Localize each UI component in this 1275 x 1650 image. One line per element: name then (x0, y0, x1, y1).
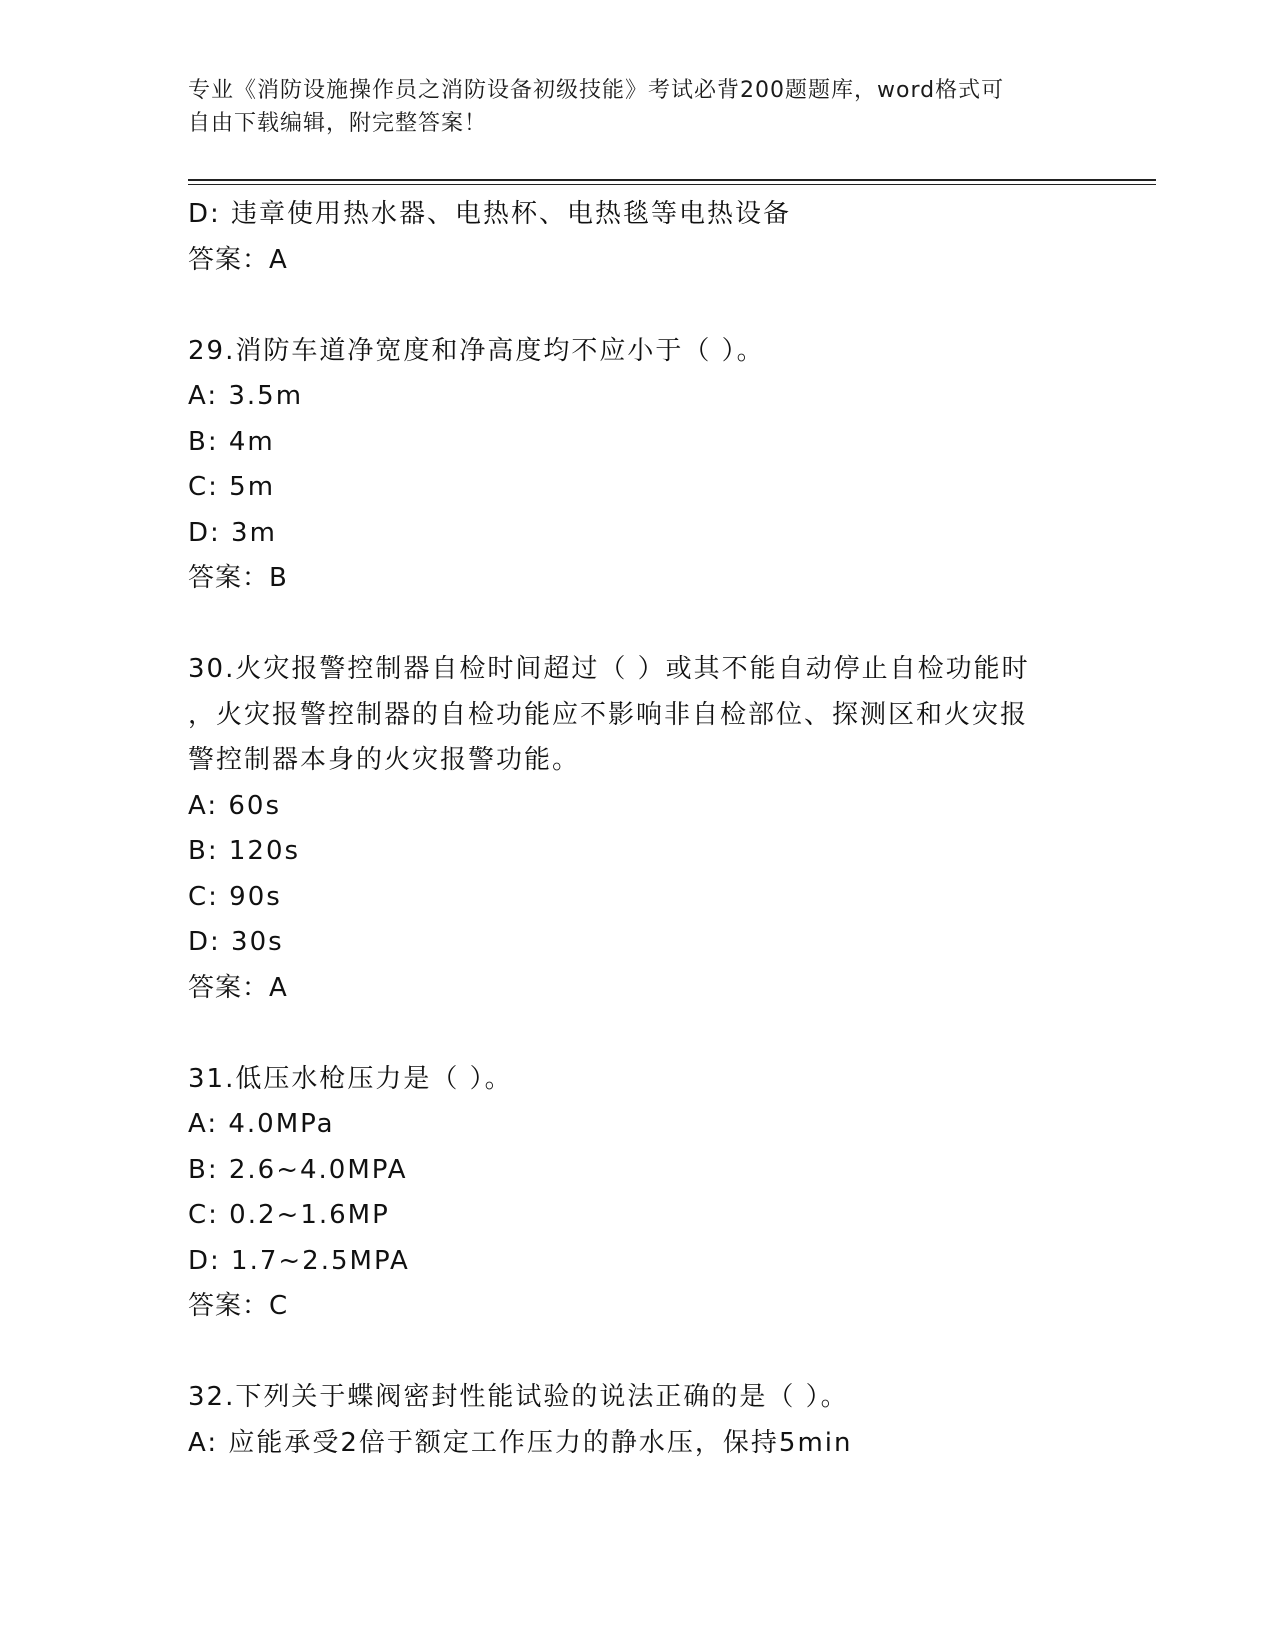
option-c: C: 5m (188, 472, 276, 502)
option-b: B: 120s (188, 836, 301, 866)
spacer (188, 283, 1088, 329)
option-d: D: 违章使用热水器、电热杯、电热毯等电热设备 (188, 199, 792, 229)
option-a: A: 60s (188, 790, 281, 821)
header-divider-thin (188, 184, 1156, 185)
option-c: C: 90s (188, 881, 282, 912)
spacer (188, 1330, 1088, 1376)
answer-label: 答案：B (188, 563, 288, 593)
answer-label: 答案：A (188, 972, 288, 1003)
question-stem-line-1: 30.火灾报警控制器自检时间超过（ ）或其不能自动停止自检功能时 (188, 654, 1030, 684)
question-28-tail (188, 192, 1088, 283)
question-29 (188, 329, 1088, 602)
header-title-line-2: 自由下载编辑，附完整答案！ (188, 111, 488, 136)
answer-label: 答案：C (188, 1291, 289, 1321)
spacer (188, 1011, 1088, 1057)
option-b: B: 2.6~4.0MPA (188, 1154, 408, 1185)
document-header (188, 74, 1068, 140)
option-c: C: 0.2~1.6MP (188, 1200, 390, 1230)
question-stem-line-3: 警控制器本身的火灾报警功能。 (188, 745, 581, 775)
question-stem-line-2: ，火灾报警控制器的自检功能应不影响非自检部位、探测区和火灾报 (188, 699, 1029, 730)
option-b: B: 4m (188, 426, 275, 457)
option-a: A: 应能承受2倍于额定工作压力的静水压，保持5min (188, 1427, 853, 1458)
option-d: D: 1.7~2.5MPA (188, 1245, 410, 1276)
option-a: A: 4.0MPa (188, 1109, 335, 1139)
option-d: D: 30s (188, 927, 284, 957)
option-d: D: 3m (188, 517, 277, 548)
option-a: A: 3.5m (188, 381, 304, 411)
question-stem: 29.消防车道净宽度和净高度均不应小于（ ）。 (188, 335, 765, 366)
spacer (188, 602, 1088, 648)
header-title-line-1: 专业《消防设施操作员之消防设备初级技能》考试必背200题题库，word格式可 (188, 78, 1005, 103)
question-32 (188, 1375, 1088, 1466)
answer-label: 答案：A (188, 244, 288, 275)
question-30 (188, 647, 1088, 1011)
question-stem: 32.下列关于蝶阀密封性能试验的说法正确的是（ ）。 (188, 1382, 849, 1412)
header-divider-thick (188, 179, 1156, 181)
question-stem: 31.低压水枪压力是（ ）。 (188, 1063, 513, 1094)
question-list (188, 192, 1088, 1466)
question-31 (188, 1057, 1088, 1330)
